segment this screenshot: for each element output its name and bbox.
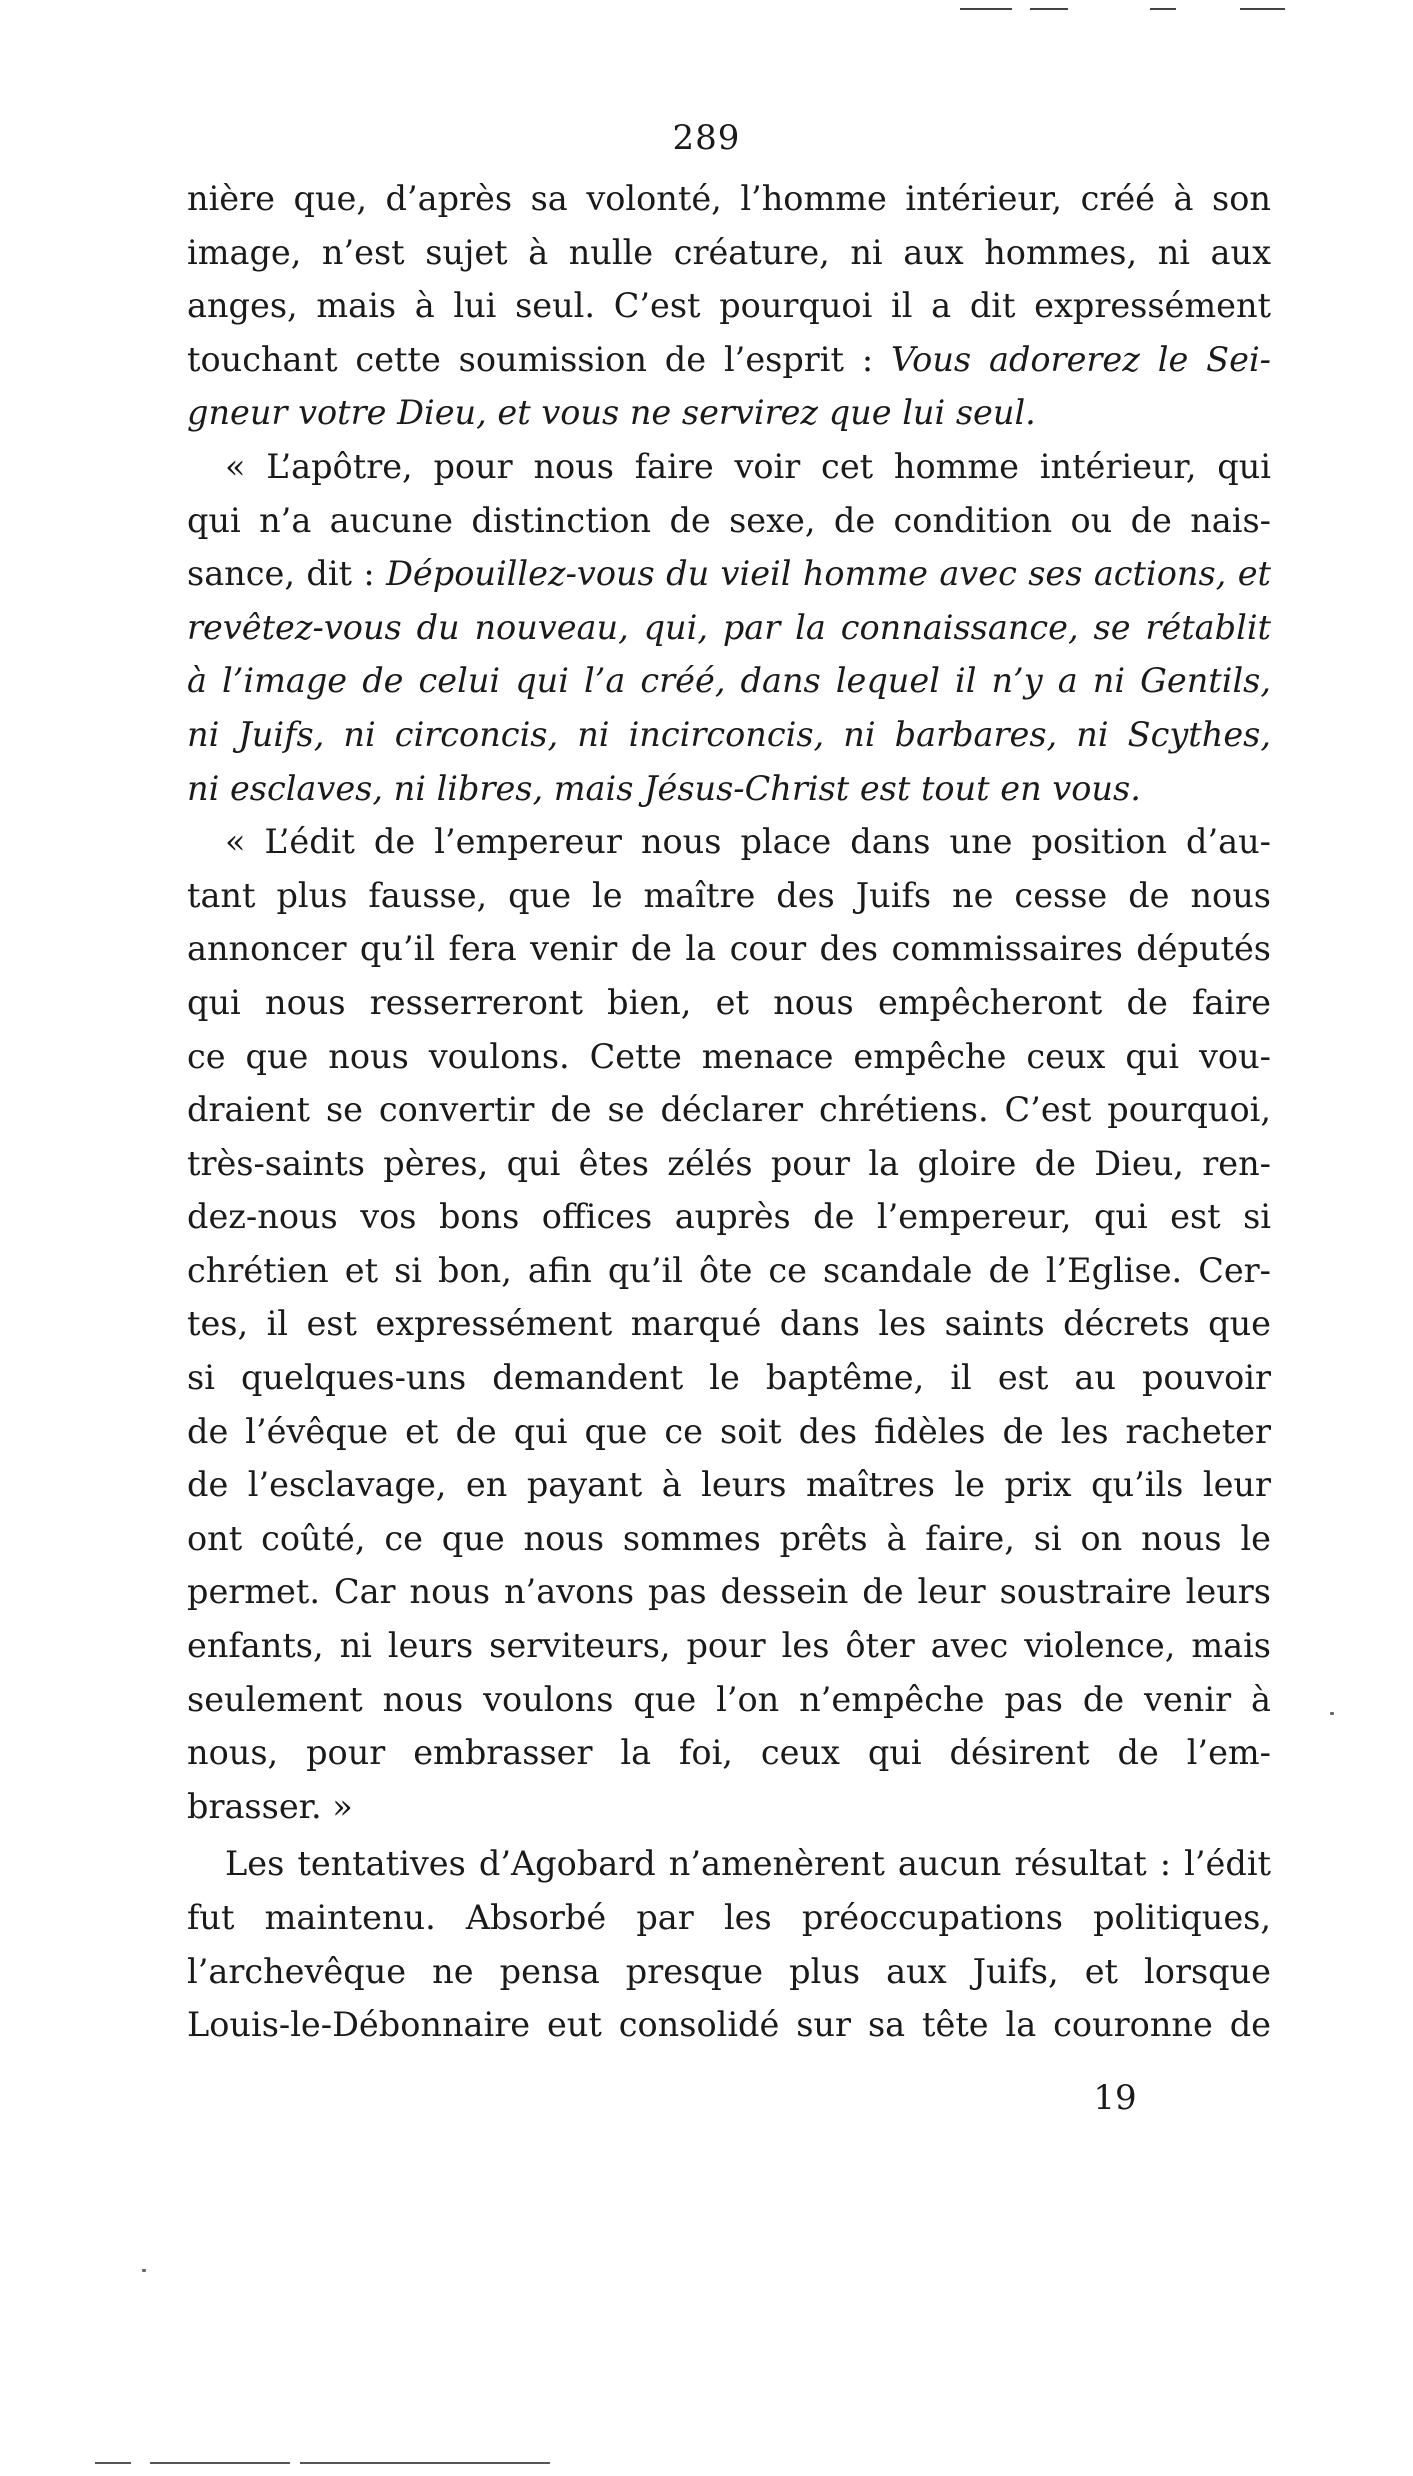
text-line xyxy=(187,1998,1271,2052)
italic-text: ni esclaves, ni libres, mais Jésus-Christ est tout en vous. xyxy=(187,768,1141,808)
text-line xyxy=(187,1780,1271,1834)
roman-text: Louis-le-Débonnaire eut consolidé sur sa tête la couronne de xyxy=(187,2005,1271,2045)
roman-text: nous, pour embrasser la foi, ceux qui désirent de l’em- xyxy=(187,1733,1271,1773)
roman-text: de l’esclavage, en payant à leurs maîtres le prix qu’ils leur xyxy=(187,1465,1271,1505)
text-line xyxy=(187,976,1271,1030)
text-line xyxy=(187,1405,1271,1459)
roman-text: chrétien et si bon, afin qu’il ôte ce scandale de l’Eglise. Cer- xyxy=(187,1250,1271,1290)
text-line xyxy=(187,1673,1271,1727)
roman-text: si quelques-uns demandent le baptême, il est au pouvoir xyxy=(187,1358,1271,1398)
text-line xyxy=(187,1351,1271,1405)
roman-text: Les tentatives d’Agobard n’amenèrent aucun résultat : l’édit xyxy=(225,1844,1271,1884)
roman-text: permet. Car nous n’avons pas dessein de leur soustraire leurs xyxy=(187,1572,1271,1612)
roman-text: l’archevêque ne pensa presque plus aux Juifs, et lorsque xyxy=(187,1951,1271,1991)
text-line xyxy=(187,386,1271,440)
roman-text: nière que, d’après sa volonté, l’homme intérieur, créé à son xyxy=(187,179,1271,218)
text-line xyxy=(187,1190,1271,1244)
roman-text: draient se convertir de se déclarer chrétiens. C’est pourquoi, xyxy=(187,1090,1271,1130)
text-line xyxy=(187,815,1271,869)
roman-text: ce que nous voulons. Cette menace empêche ceux qui vou- xyxy=(187,1036,1271,1076)
roman-text: qui n’a aucune distinction de sexe, de condition ou de nais- xyxy=(187,500,1271,540)
text-line xyxy=(187,1726,1271,1780)
roman-text: image, n’est sujet à nulle créature, ni aux hommes, ni aux xyxy=(187,232,1271,272)
roman-text: enfants, ni leurs serviteurs, pour les ôter avec violence, mais xyxy=(187,1626,1271,1666)
text-line xyxy=(187,1458,1271,1512)
text-line xyxy=(187,1891,1271,1945)
page-number: 289 xyxy=(672,118,741,158)
italic-text: revêtez-vous du nouveau, qui, par la connaissance, se rétablit xyxy=(187,607,1271,647)
roman-text: ont coûté, ce que nous sommes prêts à faire, si on nous le xyxy=(187,1518,1271,1558)
text-line xyxy=(187,440,1271,494)
text-line xyxy=(187,1565,1271,1619)
italic-text: ni Juifs, ni circoncis, ni incirconcis, ni barbares, ni Scythes, xyxy=(187,714,1271,754)
text-line xyxy=(187,1137,1271,1191)
text-line xyxy=(187,494,1271,548)
top-scan-rule xyxy=(1150,8,1176,10)
roman-text: de l’évêque et de qui que ce soit des fidèles de les racheter xyxy=(187,1411,1271,1451)
text-line xyxy=(187,1619,1271,1673)
signature-mark: 19 xyxy=(1093,2078,1137,2118)
scan-speck xyxy=(142,2269,146,2272)
text-line xyxy=(187,869,1271,923)
roman-text: tes, il est expressément marqué dans les saints décrets que xyxy=(187,1304,1271,1344)
text-line xyxy=(187,708,1271,762)
italic-text: Vous adorerez le Sei- xyxy=(891,339,1271,379)
text-line xyxy=(187,226,1271,280)
text-line xyxy=(187,654,1271,708)
text-line xyxy=(187,1945,1271,1999)
top-scan-rule xyxy=(1030,8,1068,10)
italic-text: gneur votre Dieu, et vous ne servirez que lui seul. xyxy=(187,393,1036,433)
roman-text: dez-nous vos bons offices auprès de l’empereur, qui est si xyxy=(187,1197,1271,1237)
text-line xyxy=(187,762,1271,816)
text-line xyxy=(187,1244,1271,1298)
italic-text: à l’image de celui qui l’a créé, dans lequel il n’y a ni Gentils, xyxy=(187,661,1271,701)
roman-text: « L’édit de l’empereur nous place dans une position d’au- xyxy=(225,822,1271,862)
top-scan-rule xyxy=(960,8,1012,10)
roman-text: brasser. » xyxy=(187,1786,353,1826)
roman-text: annoncer qu’il fera venir de la cour des commissaires députés xyxy=(187,929,1271,969)
roman-text: fut maintenu. Absorbé par les préoccupations politiques, xyxy=(187,1898,1271,1937)
body-text xyxy=(187,172,1271,2052)
italic-text: Dépouillez-vous du vieil homme avec ses actions, et xyxy=(386,554,1271,594)
roman-text: « L’apôtre, pour nous faire voir cet homme intérieur, qui xyxy=(225,446,1271,486)
text-line xyxy=(187,1083,1271,1137)
text-line xyxy=(187,1512,1271,1566)
roman-text: sance, dit : xyxy=(187,554,387,594)
text-line xyxy=(187,1837,1271,1891)
top-scan-rule xyxy=(1240,8,1285,10)
bottom-scan-rule xyxy=(150,2462,290,2464)
roman-text: tant plus fausse, que le maître des Juifs ne cesse de nous xyxy=(187,875,1271,915)
scan-speck xyxy=(1330,1712,1334,1715)
roman-text: seulement nous voulons que l’on n’empêche pas de venir à xyxy=(187,1679,1271,1719)
text-line xyxy=(187,1030,1271,1084)
text-line xyxy=(187,172,1271,226)
roman-text: qui nous resserreront bien, et nous empêcheront de faire xyxy=(187,982,1271,1022)
bottom-scan-rule xyxy=(95,2462,131,2464)
text-line xyxy=(187,333,1271,387)
roman-text: très-saints pères, qui êtes zélés pour la gloire de Dieu, ren- xyxy=(187,1143,1271,1183)
text-line xyxy=(187,1297,1271,1351)
bottom-scan-rule xyxy=(300,2462,550,2464)
roman-text: anges, mais à lui seul. C’est pourquoi il a dit expressément xyxy=(187,286,1271,326)
text-line xyxy=(187,601,1271,655)
text-line xyxy=(187,279,1271,333)
text-line xyxy=(187,922,1271,976)
roman-text: touchant cette soumission de l’esprit : xyxy=(187,339,892,379)
text-line xyxy=(187,547,1271,601)
